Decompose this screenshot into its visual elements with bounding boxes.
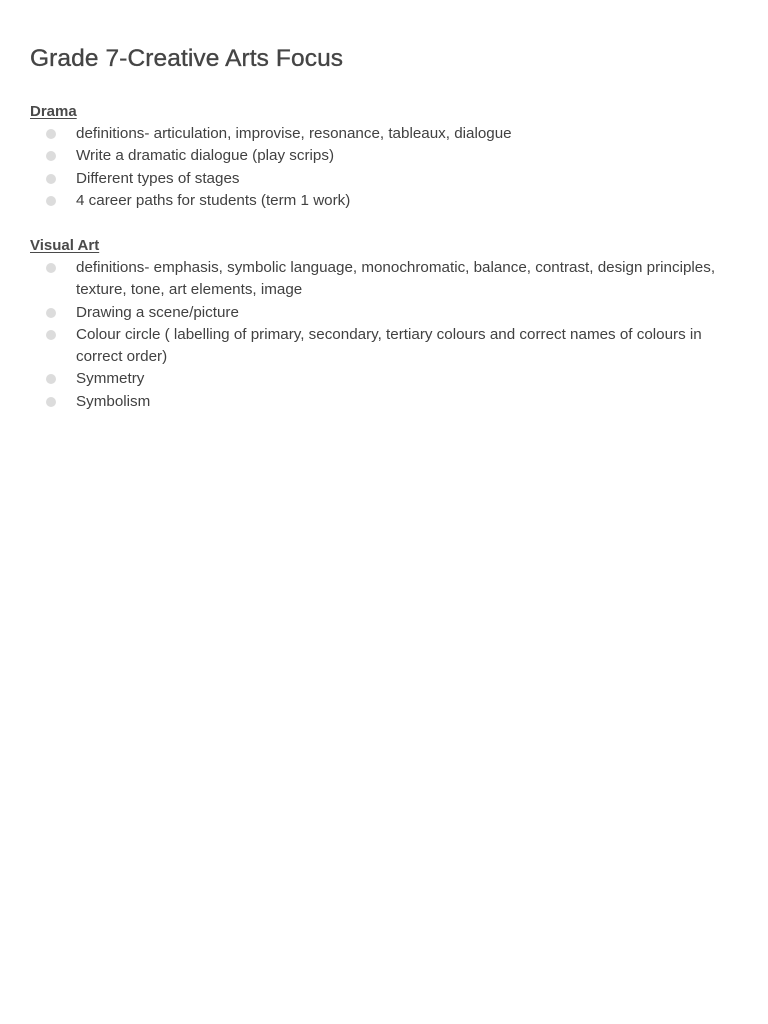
bullet-icon (46, 330, 56, 340)
bullet-icon (46, 196, 56, 206)
section-heading-visual-art: Visual Art (30, 237, 100, 254)
list-item-text: Symmetry (76, 370, 145, 388)
list-item-text: Symbolism (76, 392, 151, 410)
list-item-text: definitions- articulation, improvise, resonance, tableaux, dialogue (76, 125, 512, 142)
bullet-icon (46, 174, 56, 184)
list-item (30, 368, 730, 390)
list-item-text: Colour circle ( labelling of primary, secondary, tertiary colours and correct names of colours in correct order) (76, 325, 702, 366)
bullet-icon (46, 397, 56, 407)
visual-art-list (30, 257, 730, 413)
list-item (30, 302, 730, 324)
list-item (30, 257, 730, 302)
drama-list (30, 123, 730, 212)
list-item-text: Drawing a scene/picture (76, 303, 239, 321)
list-item-text: Different types of stages (76, 169, 240, 187)
list-item (30, 168, 730, 190)
list-item-text: 4 career paths for students (term 1 work) (76, 191, 351, 209)
bullet-icon (46, 151, 56, 161)
section-visual-art (30, 235, 730, 413)
list-item (30, 190, 730, 212)
list-item (30, 145, 730, 167)
section-drama (30, 101, 730, 212)
list-item (30, 391, 730, 413)
page-title: Grade 7-Creative Arts Focus (30, 45, 344, 72)
section-heading-drama: Drama (30, 103, 77, 120)
bullet-icon (46, 308, 56, 318)
bullet-icon (46, 374, 56, 384)
list-item (30, 324, 730, 369)
list-item-text: definitions- emphasis, symbolic language, monochromatic, balance, contrast, design principles, texture, tone, art elements, image (76, 259, 716, 299)
list-item-text: Write a dramatic dialogue (play scrips) (76, 147, 335, 165)
bullet-icon (46, 129, 56, 139)
bullet-icon (46, 263, 56, 273)
list-item (30, 123, 730, 145)
